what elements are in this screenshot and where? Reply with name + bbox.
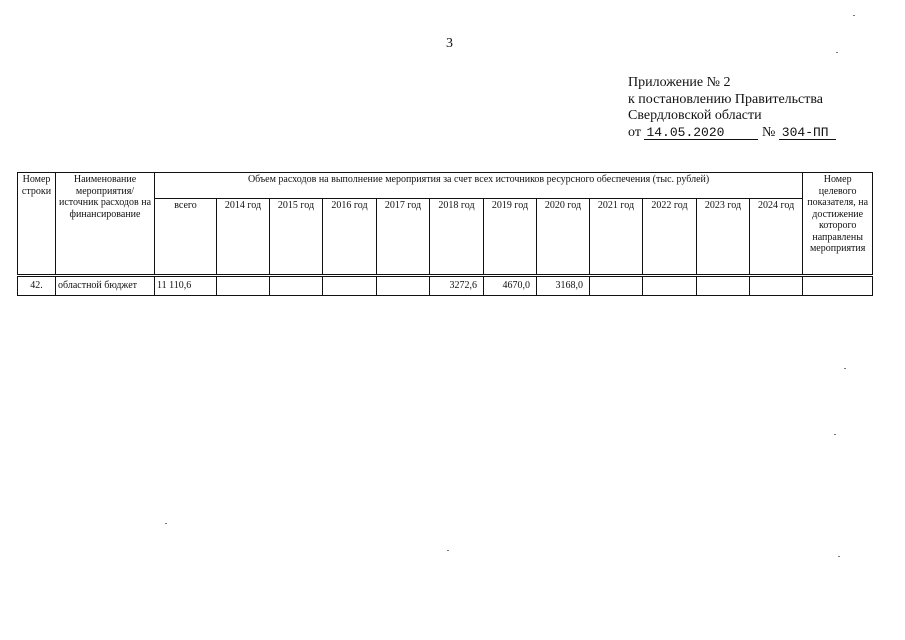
appendix-title: Приложение № 2 — [628, 75, 731, 90]
header-year: 2019 год — [484, 199, 537, 275]
cell-row-number: 42. — [18, 277, 56, 296]
scan-speck — [165, 523, 167, 524]
cell-year — [697, 277, 750, 296]
expenses-table — [17, 172, 873, 296]
header-total: всего — [155, 199, 217, 275]
header-year: 2017 год — [377, 199, 430, 275]
cell-total: 11 110,6 — [155, 277, 217, 296]
scan-speck — [447, 550, 449, 551]
header-year: 2016 год — [323, 199, 377, 275]
cell-year — [377, 277, 430, 296]
header-expenses: Объем расходов на выполнение мероприятия за счет всех источников ресурсного обеспечения (тыс. рублей) — [155, 173, 803, 199]
scan-speck — [853, 15, 855, 16]
appendix-resolution-line: к постановлению Правительства — [628, 91, 824, 107]
cell-year — [643, 277, 697, 296]
appendix-region-line: Свердловской области — [628, 108, 762, 123]
cell-target — [803, 277, 873, 296]
table-row — [18, 277, 873, 296]
cell-year: 3168,0 — [537, 277, 590, 296]
appendix-date-line — [628, 125, 836, 142]
header-row-number: Номер строки — [18, 173, 56, 275]
cell-year: 4670,0 — [484, 277, 537, 296]
header-year: 2014 год — [217, 199, 270, 275]
appendix-block — [628, 75, 836, 141]
header-year: 2024 год — [750, 199, 803, 275]
cell-year — [270, 277, 323, 296]
number-label: № — [761, 124, 776, 140]
page-number: 3 — [446, 36, 453, 51]
header-year: 2021 год — [590, 199, 643, 275]
cell-year — [323, 277, 377, 296]
header-year: 2018 год — [430, 199, 484, 275]
scan-speck — [838, 556, 840, 557]
header-year: 2022 год — [643, 199, 697, 275]
cell-year — [750, 277, 803, 296]
header-target: Номер целевого показателя, на достижение которого направлены мероприятия — [803, 173, 873, 275]
resolution-number: 304-ПП — [779, 126, 836, 140]
scan-speck — [834, 434, 836, 435]
cell-year: 3272,6 — [430, 277, 484, 296]
cell-name: областной бюджет — [56, 277, 155, 296]
cell-year — [217, 277, 270, 296]
scan-speck — [844, 368, 846, 369]
header-year: 2020 год — [537, 199, 590, 275]
header-year: 2023 год — [697, 199, 750, 275]
header-year: 2015 год — [270, 199, 323, 275]
header-name: Наименование мероприятия/ источник расходов на финансирование — [56, 173, 155, 275]
cell-year — [590, 277, 643, 296]
scan-speck — [836, 52, 838, 53]
from-label: от — [628, 124, 641, 140]
resolution-date: 14.05.2020 — [644, 126, 758, 140]
